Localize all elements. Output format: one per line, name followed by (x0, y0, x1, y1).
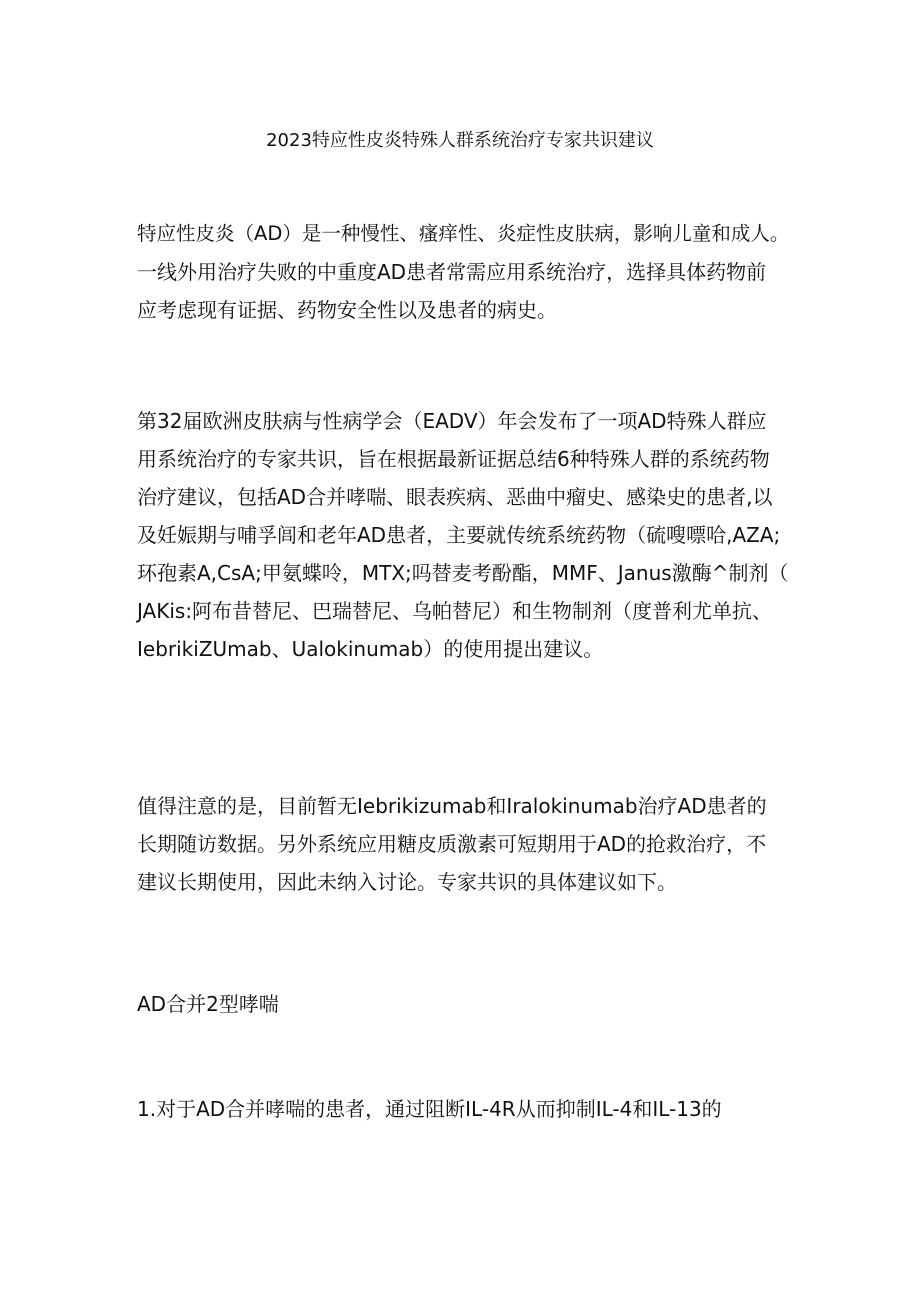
paragraph-line: 值得注意的是，目前暂无Iebrikizumab和Iralokinumab治疗AD患者的 (137, 794, 767, 818)
document-title: 2023特应性皮炎特殊人群系统治疗专家共识建议 (266, 130, 654, 151)
paragraph-intro (137, 215, 792, 329)
paragraph-line: 长期随访数据。另外系统应用糖皮质激素可短期用于AD的抢救治疗，不 (137, 832, 767, 856)
paragraph-line: 1.对于AD合并哮喘的患者，通过阻断IL-4R从而抑制IL-4和IL-13的 (137, 1097, 722, 1121)
paragraph-line: 用系统治疗的专家共识，旨在根据最新证据总结6种特殊人群的系统药物 (137, 447, 770, 471)
paragraph-recommendation-1 (137, 1090, 792, 1128)
paragraph-line: IebrikiZUmab、Ualokinumab）的使用提出建议。 (137, 637, 604, 661)
section-heading-text: AD合并2型哮喘 (137, 992, 279, 1016)
paragraph-eadv-consensus (137, 402, 792, 668)
paragraph-line: 及妊娠期与哺孚闾和老年AD患者，主要就传统系统药物（硫嗖嘌哈,AZA; (137, 523, 781, 547)
paragraph-line: 环孢素A,CsA;甲氨蝶呤，MTX;吗替麦考酚酯，MMF、Janus激酶^制剂（ (137, 561, 789, 585)
paragraph-line: 应考虑现有证据、药物安全性以及患者的病史。 (137, 298, 557, 322)
paragraph-line: 建议长期使用，因此未纳入讨论。专家共识的具体建议如下。 (137, 870, 677, 894)
paragraph-line: 一线外用治疗失败的中重度AD患者常需应用系统治疗，选择具体药物前 (137, 260, 767, 284)
paragraph-line: 第32届欧洲皮肤病与性病学会（EADV）年会发布了一项AD特殊人群应 (137, 409, 767, 433)
paragraph-line: 治疗建议，包括AD合并哮喘、眼表疾病、恶曲中瘤史、感染史的患者,以 (137, 485, 773, 509)
paragraph-line: 特应性皮炎（AD）是一种慢性、瘙痒性、炎症性皮肤病，影响儿童和成人。 (137, 222, 790, 245)
paragraph-note (137, 787, 792, 901)
section-heading (137, 985, 792, 1023)
paragraph-line: JAKis:阿布昔替尼、巴瑞替尼、乌帕替尼）和生物制剂（度普利尤单抗、 (137, 599, 773, 623)
